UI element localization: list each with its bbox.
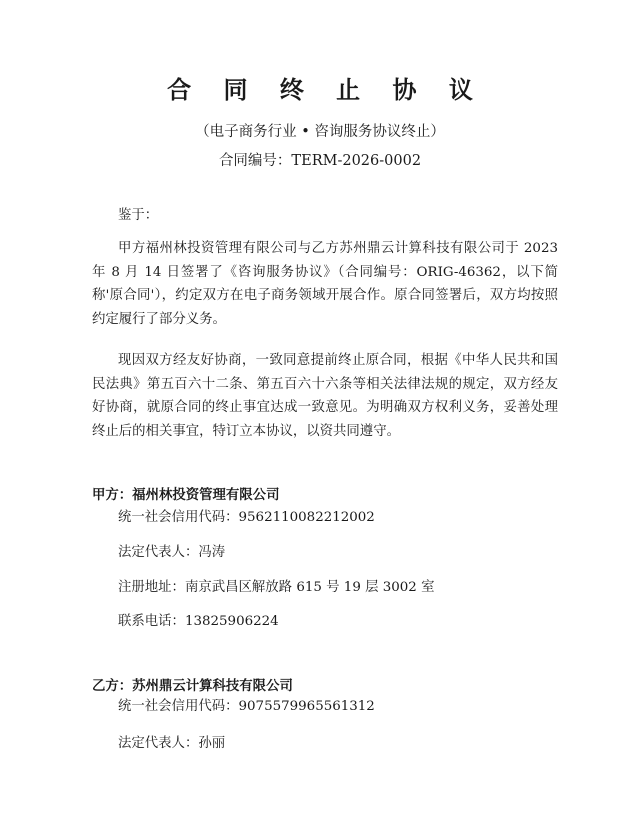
recital-paragraph-2: 现因双方经友好协商，一致同意提前终止原合同，根据《中华人民共和国民法典》第五百六十二条、第五百六十六条等相关法律法规的规定，双方经友好协商，就原合同的终止事宜达成一致意见。为明确双方权利义务，妥善处理终止后的相关事宜，特订立本协议，以资共同遵守。	[92, 353, 558, 439]
recital-paragraph-1: 甲方福州林投资管理有限公司与乙方苏州鼎云计算科技有限公司于 2023 年 8 月 14 日签署了《咨询服务协议》（合同编号：ORIG-46362，以下简称'原合同'），约定双方在电子商务领域开展合作。原合同签署后，双方均按照约定履行了部分义务。	[92, 241, 558, 327]
party-a-heading: 甲方：福州林投资管理有限公司	[92, 488, 280, 503]
party-b-legal-rep: 法定代表人：孙丽	[118, 736, 226, 751]
party-a-credit-code: 统一社会信用代码：9562110082212002	[118, 510, 375, 525]
document-subtitle: （电子商务行业 • 咨询服务协议终止）	[195, 124, 445, 140]
party-a-legal-rep: 法定代表人：冯涛	[118, 545, 226, 560]
party-b-credit-code: 统一社会信用代码：9075579965561312	[118, 699, 375, 714]
contract-number: 合同编号：TERM-2026-0002	[218, 153, 422, 169]
party-a-phone: 联系电话：13825906224	[118, 614, 279, 629]
whereas-label: 鉴于：	[118, 208, 159, 223]
party-b-heading: 乙方：苏州鼎云计算科技有限公司	[92, 679, 293, 694]
party-a-address: 注册地址：南京武昌区解放路 615 号 19 层 3002 室	[118, 580, 435, 595]
document-title: 合 同 终 止 协 议	[167, 76, 485, 104]
